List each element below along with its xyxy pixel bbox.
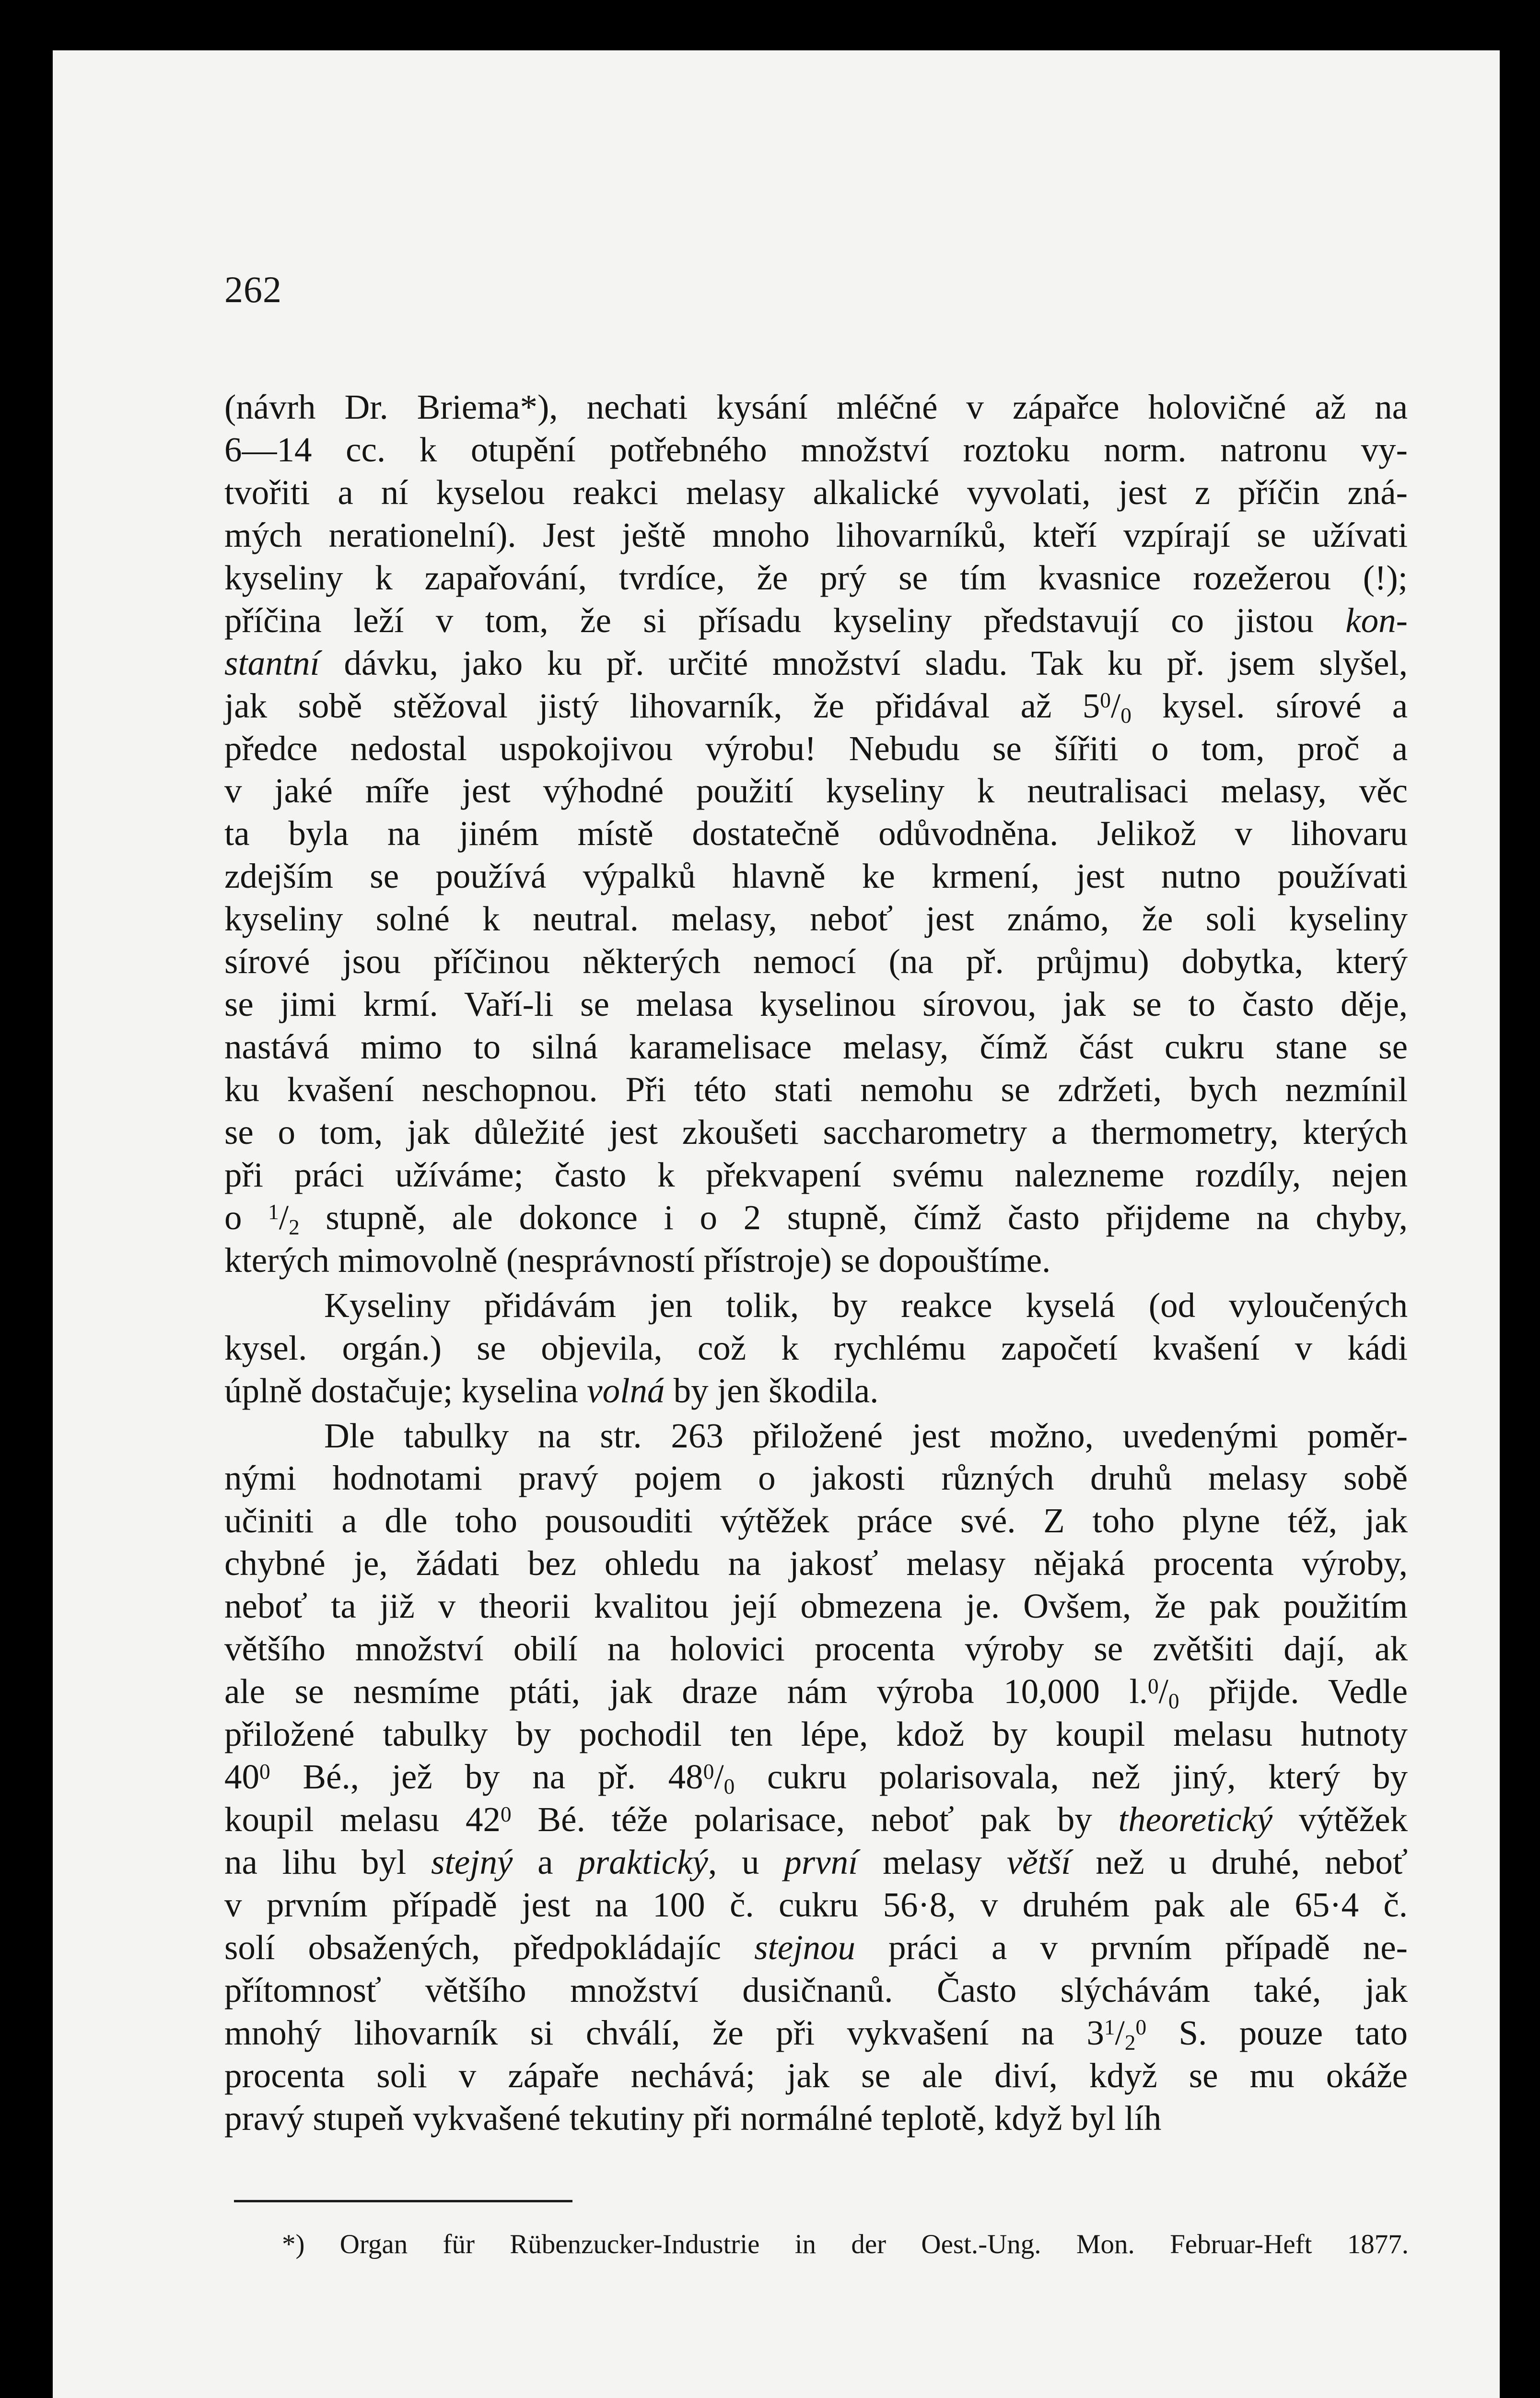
text-segment: přijde. Vedle bbox=[1179, 1672, 1408, 1711]
text-segment: než u druhé, neboť bbox=[1071, 1842, 1408, 1881]
text-segment: úplně dostačuje; kyselina bbox=[224, 1371, 587, 1410]
text-segment: 40 bbox=[224, 1757, 259, 1796]
text-line bbox=[224, 1327, 1408, 1370]
text-line bbox=[224, 1841, 1408, 1884]
text-segment: 2 bbox=[289, 1215, 300, 1240]
text-segment: kon- bbox=[1345, 600, 1408, 640]
text-segment: Bé., jež by na př. 48 bbox=[270, 1757, 703, 1796]
text-line bbox=[224, 1670, 1408, 1713]
text-segment: neboť ta již v theorii kvalitou její obmezena je. Ovšem, že pak použitím bbox=[224, 1587, 1408, 1626]
text-segment: koupil melasu 42 bbox=[224, 1799, 501, 1839]
text-segment: 0 bbox=[1135, 2015, 1147, 2040]
text-segment: chybné je, žádati bez ohledu na jakosť melasy nějaká procenta výroby, bbox=[224, 1544, 1408, 1583]
text-segment: cukru polarisovala, než jiný, který by bbox=[735, 1757, 1408, 1796]
text-segment: 2 bbox=[1124, 2030, 1136, 2055]
text-segment: / bbox=[1158, 1672, 1168, 1711]
text-line bbox=[224, 1542, 1408, 1585]
text-segment: Dle tabulky na str. 263 přiložené jest možno, uvedenými poměr- bbox=[324, 1416, 1408, 1455]
text-segment: mnohý lihovarník si chválí, že při vykvašení na 3 bbox=[224, 2013, 1104, 2052]
text-line bbox=[224, 685, 1408, 728]
text-line bbox=[224, 1628, 1408, 1670]
text-segment: 0 bbox=[500, 1802, 512, 1826]
text-segment: tvořiti a ní kyselou reakci melasy alkalické vyvolati, jest z příčin zná- bbox=[224, 472, 1408, 512]
text-line bbox=[224, 1197, 1408, 1239]
text-line bbox=[224, 1069, 1408, 1111]
text-segment: kterých mimovolně (nesprávností přístroje) se dopouštíme. bbox=[224, 1240, 1051, 1280]
text-segment: 0 bbox=[723, 1775, 735, 1799]
text-line bbox=[224, 898, 1408, 940]
text-segment: / bbox=[279, 1198, 289, 1237]
text-line bbox=[224, 514, 1408, 557]
text-segment: 0 bbox=[1100, 688, 1111, 713]
text-line bbox=[224, 1026, 1408, 1069]
text-line bbox=[224, 1370, 1408, 1412]
text-segment: volná bbox=[587, 1371, 665, 1410]
text-segment: / bbox=[714, 1757, 724, 1796]
text-line bbox=[224, 940, 1408, 983]
text-line bbox=[224, 2055, 1408, 2097]
text-segment: se o tom, jak důležité jest zkoušeti saccharometry a thermometry, kterých bbox=[224, 1112, 1408, 1152]
text-segment: v prvním případě jest na 100 č. cukru 56·8, v druhém pak ale 65·4 č. bbox=[224, 1885, 1408, 1924]
text-segment: Bé. téže polarisace, neboť pak by bbox=[511, 1799, 1119, 1839]
body-text bbox=[224, 386, 1408, 2139]
footnote: *) Organ für Rübenzucker-Industrie in der Oest.-Ung. Mon. Februar-Heft 1877. bbox=[282, 2229, 1409, 2259]
text-segment: Kyseliny přidávám jen tolik, by reakce kyselá (od vyloučených bbox=[324, 1285, 1408, 1325]
text-line bbox=[224, 642, 1408, 685]
text-segment: větší bbox=[1006, 1842, 1071, 1881]
text-segment: stupně, ale dokonce i o 2 stupně, čímž často přijdeme na chyby, bbox=[299, 1198, 1408, 1237]
text-segment: 1 bbox=[268, 1200, 279, 1224]
text-segment: v jaké míře jest výhodné použití kyseliny k neutralisaci melasy, věc bbox=[224, 771, 1408, 811]
text-segment: nými hodnotami pravý pojem o jakosti různých druhů melasy sobě bbox=[224, 1458, 1408, 1498]
page-number: 262 bbox=[224, 269, 282, 310]
text-line bbox=[224, 770, 1408, 812]
text-line bbox=[224, 1415, 1408, 1458]
text-line bbox=[224, 1111, 1408, 1154]
text-segment: S. pouze tato bbox=[1146, 2013, 1408, 2052]
text-line bbox=[224, 728, 1408, 770]
text-segment: 0 bbox=[1120, 703, 1132, 728]
text-segment: první bbox=[784, 1842, 858, 1881]
text-line bbox=[224, 1884, 1408, 1927]
text-segment: předce nedostal uspokojivou výrobu! Nebudu se šířiti o tom, proč a bbox=[224, 729, 1408, 768]
text-segment: jak sobě stěžoval jistý lihovarník, že přidával až 5 bbox=[224, 686, 1100, 725]
text-segment: mých nerationelní). Jest ještě mnoho lihovarníků, kteří vzpírají se užívati bbox=[224, 515, 1408, 554]
text-segment: , u bbox=[708, 1842, 784, 1881]
text-line bbox=[224, 1969, 1408, 2012]
text-segment: příčina leží v tom, že si přísadu kyseliny představují co jistou bbox=[224, 600, 1346, 640]
text-segment: 0 bbox=[703, 1759, 714, 1784]
text-segment: kysel. sírové a bbox=[1131, 686, 1408, 725]
text-segment: při práci užíváme; často k překvapení svému nalezneme rozdíly, nejen bbox=[224, 1155, 1408, 1194]
text-segment: kysel. orgán.) se objevila, což k rychlému započetí kvašení v kádi bbox=[224, 1328, 1408, 1367]
text-line bbox=[224, 1756, 1408, 1798]
text-segment: přiložené tabulky by pochodil ten lépe, kdož by koupil melasu hutnoty bbox=[224, 1715, 1408, 1754]
text-segment: / bbox=[1115, 2013, 1125, 2052]
text-segment: dávku, jako ku př. určité množství sladu. Tak ku př. jsem slyšel, bbox=[319, 643, 1408, 682]
text-segment: theoretický bbox=[1118, 1799, 1273, 1839]
text-line bbox=[224, 983, 1408, 1026]
text-segment: (návrh Dr. Briema*), nechati kysání mléčné v zápařce holovičné až na bbox=[224, 388, 1408, 426]
text-segment: by jen škodila. bbox=[665, 1371, 879, 1410]
text-segment: 0 bbox=[259, 1759, 270, 1784]
text-segment: solí obsažených, předpokládajíc bbox=[224, 1928, 755, 1967]
book-page bbox=[53, 50, 1500, 2398]
text-line bbox=[224, 557, 1408, 600]
text-segment: 6—14 cc. k otupění potřebného množství roztoku norm. natronu vy- bbox=[224, 430, 1408, 469]
text-line bbox=[224, 1239, 1408, 1282]
text-line bbox=[224, 600, 1408, 642]
text-segment: ku kvašení neschopnou. Při této stati nemohu se zdržeti, bych nezmínil bbox=[224, 1070, 1408, 1109]
text-line bbox=[224, 2097, 1408, 2140]
text-segment: sírové jsou příčinou některých nemocí (na př. průjmu) dobytka, který bbox=[224, 942, 1408, 981]
text-segment: ta byla na jiném místě dostatečně odůvodněna. Jelikož v lihovaru bbox=[224, 814, 1408, 853]
text-line bbox=[224, 1457, 1408, 1500]
text-segment: kyseliny k zapařování, tvrdíce, že prý se tím kvasnice rozežerou (!); bbox=[224, 558, 1408, 597]
text-line bbox=[224, 1713, 1408, 1756]
text-segment: pravý stupeň vykvašené tekutiny při normálné teplotě, když byl líh bbox=[224, 2098, 1162, 2138]
text-line bbox=[224, 1798, 1408, 1841]
text-segment: 0 bbox=[1147, 1674, 1159, 1698]
text-line bbox=[224, 2012, 1408, 2055]
text-segment: kyseliny solné k neutral. melasy, neboť jest známo, že soli kyseliny bbox=[224, 899, 1408, 939]
text-line bbox=[224, 1585, 1408, 1628]
text-segment: na lihu byl bbox=[224, 1842, 432, 1881]
text-line bbox=[224, 386, 1408, 429]
footnote-divider bbox=[234, 2200, 572, 2202]
text-segment: výtěžek bbox=[1272, 1799, 1408, 1839]
text-segment: / bbox=[1110, 686, 1121, 725]
text-segment: se jimi krmí. Vaří-li se melasa kyselinou sírovou, jak se to často děje, bbox=[224, 985, 1408, 1024]
text-segment: a bbox=[513, 1842, 578, 1881]
text-segment: přítomnosť většího množství dusičnanů. Často slýchávám také, jak bbox=[224, 1970, 1408, 2010]
text-line bbox=[224, 429, 1408, 471]
text-segment: stantní bbox=[224, 643, 320, 682]
text-segment: 0 bbox=[1168, 1689, 1179, 1714]
text-segment: učiniti a dle toho pousouditi výtěžek práce své. Z toho plyne též, jak bbox=[224, 1501, 1408, 1540]
text-segment: stejnou bbox=[754, 1928, 855, 1967]
text-segment: ale se nesmíme ptáti, jak draze nám výroba 10,000 l. bbox=[224, 1672, 1148, 1711]
text-line bbox=[224, 1284, 1408, 1327]
text-segment: o bbox=[224, 1198, 268, 1237]
text-line bbox=[224, 812, 1408, 855]
text-segment: melasy bbox=[858, 1842, 1007, 1881]
text-segment: stejný bbox=[431, 1842, 513, 1881]
text-segment: nastává mimo to silná karamelisace melasy, čímž část cukru stane se bbox=[224, 1027, 1408, 1067]
text-segment: práci a v prvním případě ne- bbox=[855, 1928, 1408, 1967]
text-line bbox=[224, 1500, 1408, 1542]
text-segment: 1 bbox=[1104, 2015, 1115, 2040]
text-line bbox=[224, 1927, 1408, 1969]
text-segment: praktický bbox=[578, 1842, 708, 1881]
text-line bbox=[224, 1154, 1408, 1197]
text-segment: většího množství obilí na holovici procenta výroby se zvětšiti dají, ak bbox=[224, 1629, 1408, 1669]
text-segment: zdejším se používá výpalků hlavně ke krmení, jest nutno používati bbox=[224, 857, 1408, 896]
text-segment: procenta soli v zápaře nechává; jak se ale diví, když se mu okáže bbox=[224, 2056, 1408, 2095]
text-line bbox=[224, 855, 1408, 898]
text-line bbox=[224, 471, 1408, 514]
